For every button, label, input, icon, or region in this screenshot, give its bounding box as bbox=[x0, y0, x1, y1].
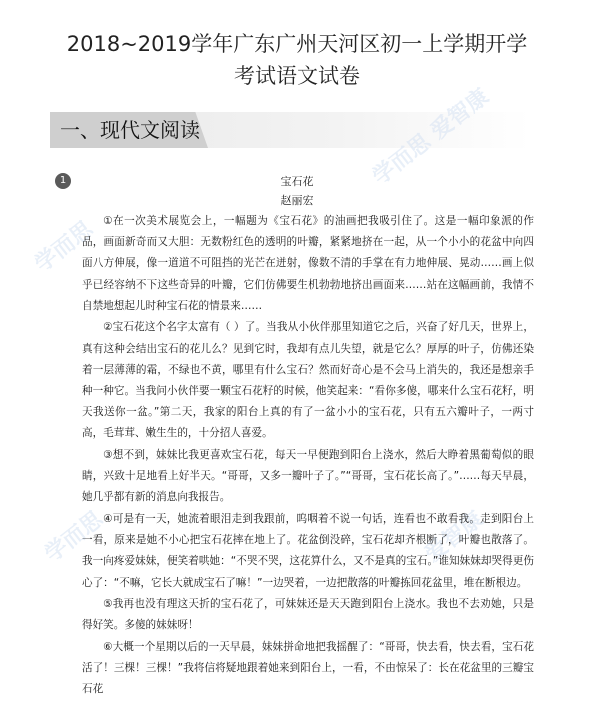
article-title: 宝石花 bbox=[280, 175, 314, 188]
article-paragraph: ②宝石花这个名字太富有（ ）了。当我从小伙伴那里知道它之后，兴奋了好几天，世界上，真有这种会结出宝石的花儿么？见到它时，我却有点儿失望，就是它么？厚厚的叶子，仿佛还染着一层薄薄的霜，不绿也不黄，哪里有什么宝石？然而好奇心是不会马上消失的，我还是想亲手种一种它。当我问小伙伴要一颗宝石花籽的时候，他笑起来：“看你多傻，哪来什么宝石花籽，明天我送你一盆。”第二天，我家的阳台上真的有了一盆小小的宝石花，只有五六瓣叶子，一两寸高，毛茸茸、嫩生生的，十分招人喜爱。 bbox=[82, 321, 534, 440]
article-body bbox=[82, 211, 534, 701]
article-paragraph: ⑥大概一个星期以后的一天早晨，妹妹拼命地把我摇醒了：“哥哥，快去看，快去看，宝石花活了！三棵！三棵！”我将信将疑地跟着她来到阳台上，一看，不由惊呆了：长在花盆里的三瓣宝石花 bbox=[82, 641, 534, 696]
article-paragraph: ④可是有一天，她流着眼泪走到我跟前，呜咽着不说一句话，连看也不敢看我。走到阳台上一看，原来是她不小心把宝石花摔在地上了。花盆倒没碎，宝石花却齐根断了，叶瓣也散落了。我一向疼爱妹妹，便笑着哄她：“不哭不哭，这花算什么，又不是真的宝石。”谁知妹妹却哭得更伤心了：“不嘛，它长大就成宝石了嘛！”一边哭着，一边把散落的叶瓣拣回花盆里，堆在断根边。 bbox=[82, 513, 534, 589]
watermark-logo: 学而思 爱智康 bbox=[368, 84, 494, 190]
watermark-logo: 学而思 bbox=[30, 216, 98, 278]
article-author: 赵丽宏 bbox=[280, 194, 314, 207]
question-number-badge: 1 bbox=[55, 173, 71, 189]
watermark-logo: 爱智康 bbox=[420, 506, 488, 568]
document-title-line1: 2018~2019学年广东广州天河区初一上学期开学 bbox=[66, 32, 528, 56]
article-paragraph: ⑤我再也没有理这天折的宝石花了，可妹妹还是天天跑到阳台上浇水。我也不去劝她，只是得好笑。多傻的妹妹呀！ bbox=[82, 598, 534, 632]
watermark-logo: 学而思 bbox=[40, 506, 108, 568]
document-title bbox=[0, 28, 594, 92]
section-title: 一、现代文阅读 bbox=[60, 118, 200, 142]
article-paragraph: ①在一次美术展览会上，一幅题为《宝石花》的油画把我吸引住了。这是一幅印象派的作品，画面新奇而又大胆：无数粉红色的透明的叶瓣，紧紧地挤在一起，从一个小小的花盆中向四面八方伸展，像一道道不可阻挡的光芒在迸射，像数不清的手掌在有力地伸展、晃动……画上似乎已经容纳不下这些奇异的叶瓣，它们仿佛要生机勃勃地挤出画面来……站在这幅画前，我情不自禁地想起儿时种宝石花的情景来…… bbox=[82, 215, 534, 312]
article-paragraph: ③想不到，妹妹比我更喜欢宝石花，每天一早便跑到阳台上浇水，然后大睁着黑葡萄似的眼睛，兴致十足地看上好半天。“哥哥，又多一瓣叶子了。”“哥哥，宝石花长高了。”……每天早晨，她几乎都有新的消息向我报告。 bbox=[82, 449, 534, 504]
document-title-line2: 考试语文试卷 bbox=[234, 64, 360, 88]
